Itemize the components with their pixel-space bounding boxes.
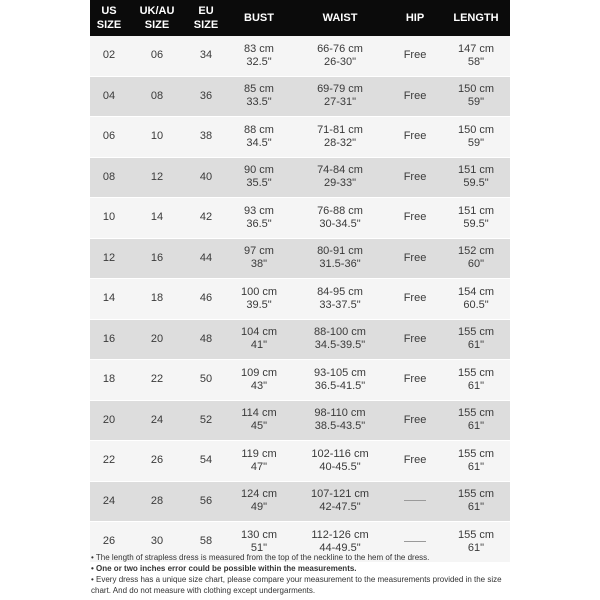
cell-value: 66-76 cm [317, 42, 363, 55]
bust-cell [226, 198, 292, 239]
cell-value: 40-45.5" [319, 460, 361, 473]
eu-size-cell [186, 76, 226, 117]
table-row [90, 279, 510, 320]
length-cell [442, 36, 510, 76]
cell-value: 38.5-43.5" [314, 420, 366, 433]
bust-cell [226, 481, 292, 522]
hip-cell [388, 400, 442, 441]
waist-header [292, 0, 388, 36]
cell-value: 93-105 cm [314, 366, 366, 379]
table-row [90, 238, 510, 279]
cell-value: 112-126 cm [311, 528, 369, 541]
cell-value: 155 cm [457, 326, 495, 339]
bust-cell [226, 117, 292, 158]
uk-au-size-cell [128, 279, 186, 320]
waist-cell [292, 360, 388, 401]
cell-value: 59" [467, 136, 485, 149]
hip-cell [388, 117, 442, 158]
cell-value: 58" [467, 55, 485, 68]
cell-value: 18 [102, 373, 116, 386]
cell-value: 26 [102, 535, 116, 548]
length-cell [442, 117, 510, 158]
length-cell [442, 157, 510, 198]
cell-value: 27-31" [323, 96, 357, 109]
eu-size-cell [186, 198, 226, 239]
cell-value: 31.5-36" [319, 258, 361, 271]
cell-value: 28-32" [323, 136, 357, 149]
eu-size-header [186, 0, 226, 36]
length-header [442, 0, 510, 36]
waist-cell [292, 198, 388, 239]
cell-value: 26-30" [323, 55, 357, 68]
header-label: EU [198, 5, 214, 17]
cell-value: 61" [467, 379, 485, 392]
eu-size-cell [186, 441, 226, 482]
header-label: WAIST [322, 12, 358, 24]
cell-value: 155 cm [457, 366, 495, 379]
size-chart [90, 0, 510, 562]
uk-au-size-cell [128, 36, 186, 76]
note-item [91, 563, 511, 574]
cell-value: 98-110 cm [314, 407, 366, 420]
cell-value: 147 cm [457, 42, 495, 55]
cell-value: Free [403, 373, 427, 386]
eu-size-cell [186, 400, 226, 441]
length-cell [442, 400, 510, 441]
cell-value: 35.5" [246, 177, 272, 190]
us-size-cell [90, 279, 128, 320]
table-row [90, 360, 510, 401]
cell-value: 54 [199, 454, 213, 467]
empty-dash [404, 541, 426, 542]
cell-value: 08 [150, 89, 164, 102]
cell-value: 38 [199, 130, 213, 143]
cell-value: 16 [102, 332, 116, 345]
cell-value: 39.5" [246, 298, 272, 311]
length-cell [442, 481, 510, 522]
table-row [90, 157, 510, 198]
cell-value: 60.5" [463, 298, 489, 311]
uk-au-size-cell [128, 319, 186, 360]
cell-value: 59.5" [463, 217, 489, 230]
notes [91, 552, 511, 596]
cell-value: 85 cm [244, 83, 274, 96]
header-label: US [101, 5, 117, 17]
cell-value: 22 [102, 454, 116, 467]
cell-value: 46 [199, 292, 213, 305]
uk-au-size-cell [128, 117, 186, 158]
cell-value: 124 cm [240, 488, 278, 501]
bust-cell [226, 76, 292, 117]
table-row [90, 319, 510, 360]
length-cell [442, 279, 510, 320]
cell-value: 155 cm [457, 488, 495, 501]
cell-value: 43" [250, 379, 268, 392]
eu-size-cell [186, 279, 226, 320]
cell-value: 52 [199, 413, 213, 426]
cell-value: 104 cm [240, 326, 278, 339]
cell-value: 34.5-39.5" [314, 339, 366, 352]
cell-value: 44-49.5" [319, 541, 361, 554]
cell-value: 12 [150, 170, 164, 183]
us-size-cell [90, 157, 128, 198]
cell-value: 151 cm [457, 204, 495, 217]
header-label: HIP [405, 12, 425, 24]
length-cell [442, 76, 510, 117]
cell-value: 88 cm [244, 123, 274, 136]
cell-value: Free [403, 49, 427, 62]
cell-value: 42-47.5" [319, 501, 361, 514]
eu-size-cell [186, 117, 226, 158]
cell-value: 12 [102, 251, 116, 264]
bust-cell [226, 360, 292, 401]
uk-au-size-header [128, 0, 186, 36]
uk-au-size-cell [128, 198, 186, 239]
cell-value: 154 cm [457, 285, 495, 298]
cell-value: 76-88 cm [317, 204, 363, 217]
cell-value: 90 cm [244, 164, 274, 177]
header-label: LENGTH [453, 12, 499, 24]
eu-size-cell [186, 481, 226, 522]
cell-value: 14 [102, 292, 116, 305]
cell-value: 61" [467, 339, 485, 352]
cell-value: 10 [102, 211, 116, 224]
cell-value: 152 cm [457, 245, 495, 258]
bust-cell [226, 36, 292, 76]
cell-value: Free [403, 413, 427, 426]
cell-value: 61" [467, 541, 485, 554]
us-size-cell [90, 441, 128, 482]
hip-cell [388, 198, 442, 239]
cell-value: 36 [199, 89, 213, 102]
header-row [90, 0, 510, 36]
hip-cell [388, 238, 442, 279]
cell-value: 24 [102, 494, 116, 507]
cell-value: 33-37.5" [319, 298, 361, 311]
cell-value: Free [403, 292, 427, 305]
uk-au-size-cell [128, 360, 186, 401]
cell-value: 20 [150, 332, 164, 345]
cell-value: 102-116 cm [311, 447, 369, 460]
us-size-cell [90, 481, 128, 522]
cell-value: 18 [150, 292, 164, 305]
cell-value: 06 [102, 130, 116, 143]
cell-value: 114 cm [241, 407, 277, 420]
waist-cell [292, 481, 388, 522]
cell-value: 22 [150, 373, 164, 386]
bust-cell [226, 441, 292, 482]
us-size-cell [90, 319, 128, 360]
cell-value: 41" [250, 339, 268, 352]
hip-cell [388, 76, 442, 117]
cell-value: 40 [199, 170, 213, 183]
bust-header [226, 0, 292, 36]
bust-cell [226, 400, 292, 441]
cell-value: 88-100 cm [314, 326, 366, 339]
cell-value: 61" [467, 420, 485, 433]
hip-cell [388, 157, 442, 198]
waist-cell [292, 157, 388, 198]
cell-value: 48 [199, 332, 213, 345]
cell-value: Free [403, 130, 427, 143]
length-cell [442, 238, 510, 279]
cell-value: 33.5" [246, 96, 272, 109]
us-size-cell [90, 238, 128, 279]
cell-value: 10 [150, 130, 164, 143]
note-item [91, 552, 511, 563]
cell-value: 34 [199, 49, 213, 62]
waist-cell [292, 400, 388, 441]
cell-value: 59" [467, 96, 485, 109]
cell-value: 34.5" [246, 136, 272, 149]
note-item [91, 574, 511, 596]
cell-value: 16 [150, 251, 164, 264]
cell-value: 28 [150, 494, 164, 507]
us-size-cell [90, 198, 128, 239]
hip-cell [388, 36, 442, 76]
cell-value: 30-34.5" [319, 217, 361, 230]
cell-value: 47" [250, 460, 268, 473]
hip-cell [388, 279, 442, 320]
header-label: UK/AU [139, 5, 175, 17]
hip-cell [388, 360, 442, 401]
cell-value: 50 [199, 373, 213, 386]
cell-value: 130 cm [240, 528, 278, 541]
table-row [90, 76, 510, 117]
cell-value: 26 [150, 454, 164, 467]
cell-value: Free [403, 251, 427, 264]
cell-value: 150 cm [457, 123, 495, 136]
eu-size-cell [186, 157, 226, 198]
cell-value: 93 cm [244, 204, 274, 217]
cell-value: 150 cm [457, 83, 495, 96]
eu-size-cell [186, 319, 226, 360]
us-size-cell [90, 400, 128, 441]
waist-cell [292, 36, 388, 76]
cell-value: Free [403, 170, 427, 183]
cell-value: 36.5" [246, 217, 272, 230]
cell-value: 83 cm [244, 42, 274, 55]
table-row [90, 481, 510, 522]
uk-au-size-cell [128, 76, 186, 117]
cell-value: 155 cm [457, 407, 495, 420]
cell-value: 59.5" [463, 177, 489, 190]
us-size-header [90, 0, 128, 36]
cell-value: 56 [199, 494, 213, 507]
cell-value: 71-81 cm [317, 123, 363, 136]
bust-cell [226, 279, 292, 320]
bust-cell [226, 157, 292, 198]
hip-cell [388, 481, 442, 522]
cell-value: 61" [467, 501, 485, 514]
cell-value: 155 cm [457, 528, 495, 541]
eu-size-cell [186, 36, 226, 76]
cell-value: 04 [102, 89, 116, 102]
cell-value: 100 cm [240, 285, 278, 298]
waist-cell [292, 238, 388, 279]
size-chart-table [90, 0, 510, 562]
hip-header [388, 0, 442, 36]
table-row [90, 400, 510, 441]
table-row [90, 36, 510, 76]
header-label: BUST [244, 12, 274, 24]
cell-value: 36.5-41.5" [314, 379, 366, 392]
cell-value: Free [403, 89, 427, 102]
uk-au-size-cell [128, 481, 186, 522]
cell-value: Free [403, 211, 427, 224]
cell-value: 61" [467, 460, 485, 473]
table-body [90, 36, 510, 562]
cell-value: 107-121 cm [310, 488, 370, 501]
note-text: • Every dress has a unique size chart, please compare your measurement to the measurements provided in the size chart. And do not measure with clothing except undergarments. [91, 575, 502, 595]
bust-cell [226, 319, 292, 360]
cell-value: 32.5" [246, 55, 272, 68]
hip-cell [388, 319, 442, 360]
uk-au-size-cell [128, 441, 186, 482]
waist-cell [292, 441, 388, 482]
waist-cell [292, 117, 388, 158]
uk-au-size-cell [128, 238, 186, 279]
cell-value: 06 [150, 49, 164, 62]
cell-value: 02 [102, 49, 116, 62]
us-size-cell [90, 36, 128, 76]
table-row [90, 198, 510, 239]
cell-value: 80-91 cm [317, 245, 363, 258]
cell-value: 24 [150, 413, 164, 426]
cell-value: 155 cm [457, 447, 495, 460]
table-row [90, 117, 510, 158]
note-text: • The length of strapless dress is measured from the top of the neckline to the hem of the dress. [91, 553, 430, 562]
waist-cell [292, 76, 388, 117]
empty-dash [404, 500, 426, 501]
cell-value: 20 [102, 413, 116, 426]
cell-value: Free [403, 454, 427, 467]
cell-value: 97 cm [244, 245, 274, 258]
cell-value: 60" [467, 258, 485, 271]
cell-value: 14 [150, 211, 164, 224]
length-cell [442, 198, 510, 239]
cell-value: 109 cm [240, 366, 278, 379]
cell-value: 69-79 cm [317, 83, 363, 96]
cell-value: Free [403, 332, 427, 345]
cell-value: 30 [150, 535, 164, 548]
length-cell [442, 441, 510, 482]
cell-value: 84-95 cm [317, 285, 363, 298]
cell-value: 45" [250, 420, 268, 433]
note-text: • One or two inches error could be possible within the measurements. [91, 564, 357, 573]
header-label: SIZE [144, 19, 170, 31]
us-size-cell [90, 117, 128, 158]
cell-value: 49" [250, 501, 268, 514]
length-cell [442, 360, 510, 401]
cell-value: 151 cm [457, 164, 495, 177]
uk-au-size-cell [128, 400, 186, 441]
cell-value: 42 [199, 211, 213, 224]
cell-value: 51" [250, 541, 268, 554]
eu-size-cell [186, 238, 226, 279]
us-size-cell [90, 360, 128, 401]
length-cell [442, 319, 510, 360]
table-row [90, 441, 510, 482]
cell-value: 29-33" [323, 177, 357, 190]
waist-cell [292, 319, 388, 360]
cell-value: 38" [250, 258, 268, 271]
cell-value: 119 cm [241, 447, 277, 460]
cell-value: 08 [102, 170, 116, 183]
header-label: SIZE [96, 19, 122, 31]
bust-cell [226, 238, 292, 279]
cell-value: 58 [199, 535, 213, 548]
us-size-cell [90, 76, 128, 117]
cell-value: 44 [199, 251, 213, 264]
cell-value: 74-84 cm [317, 164, 363, 177]
waist-cell [292, 279, 388, 320]
header-label: SIZE [193, 19, 219, 31]
uk-au-size-cell [128, 157, 186, 198]
eu-size-cell [186, 360, 226, 401]
hip-cell [388, 441, 442, 482]
